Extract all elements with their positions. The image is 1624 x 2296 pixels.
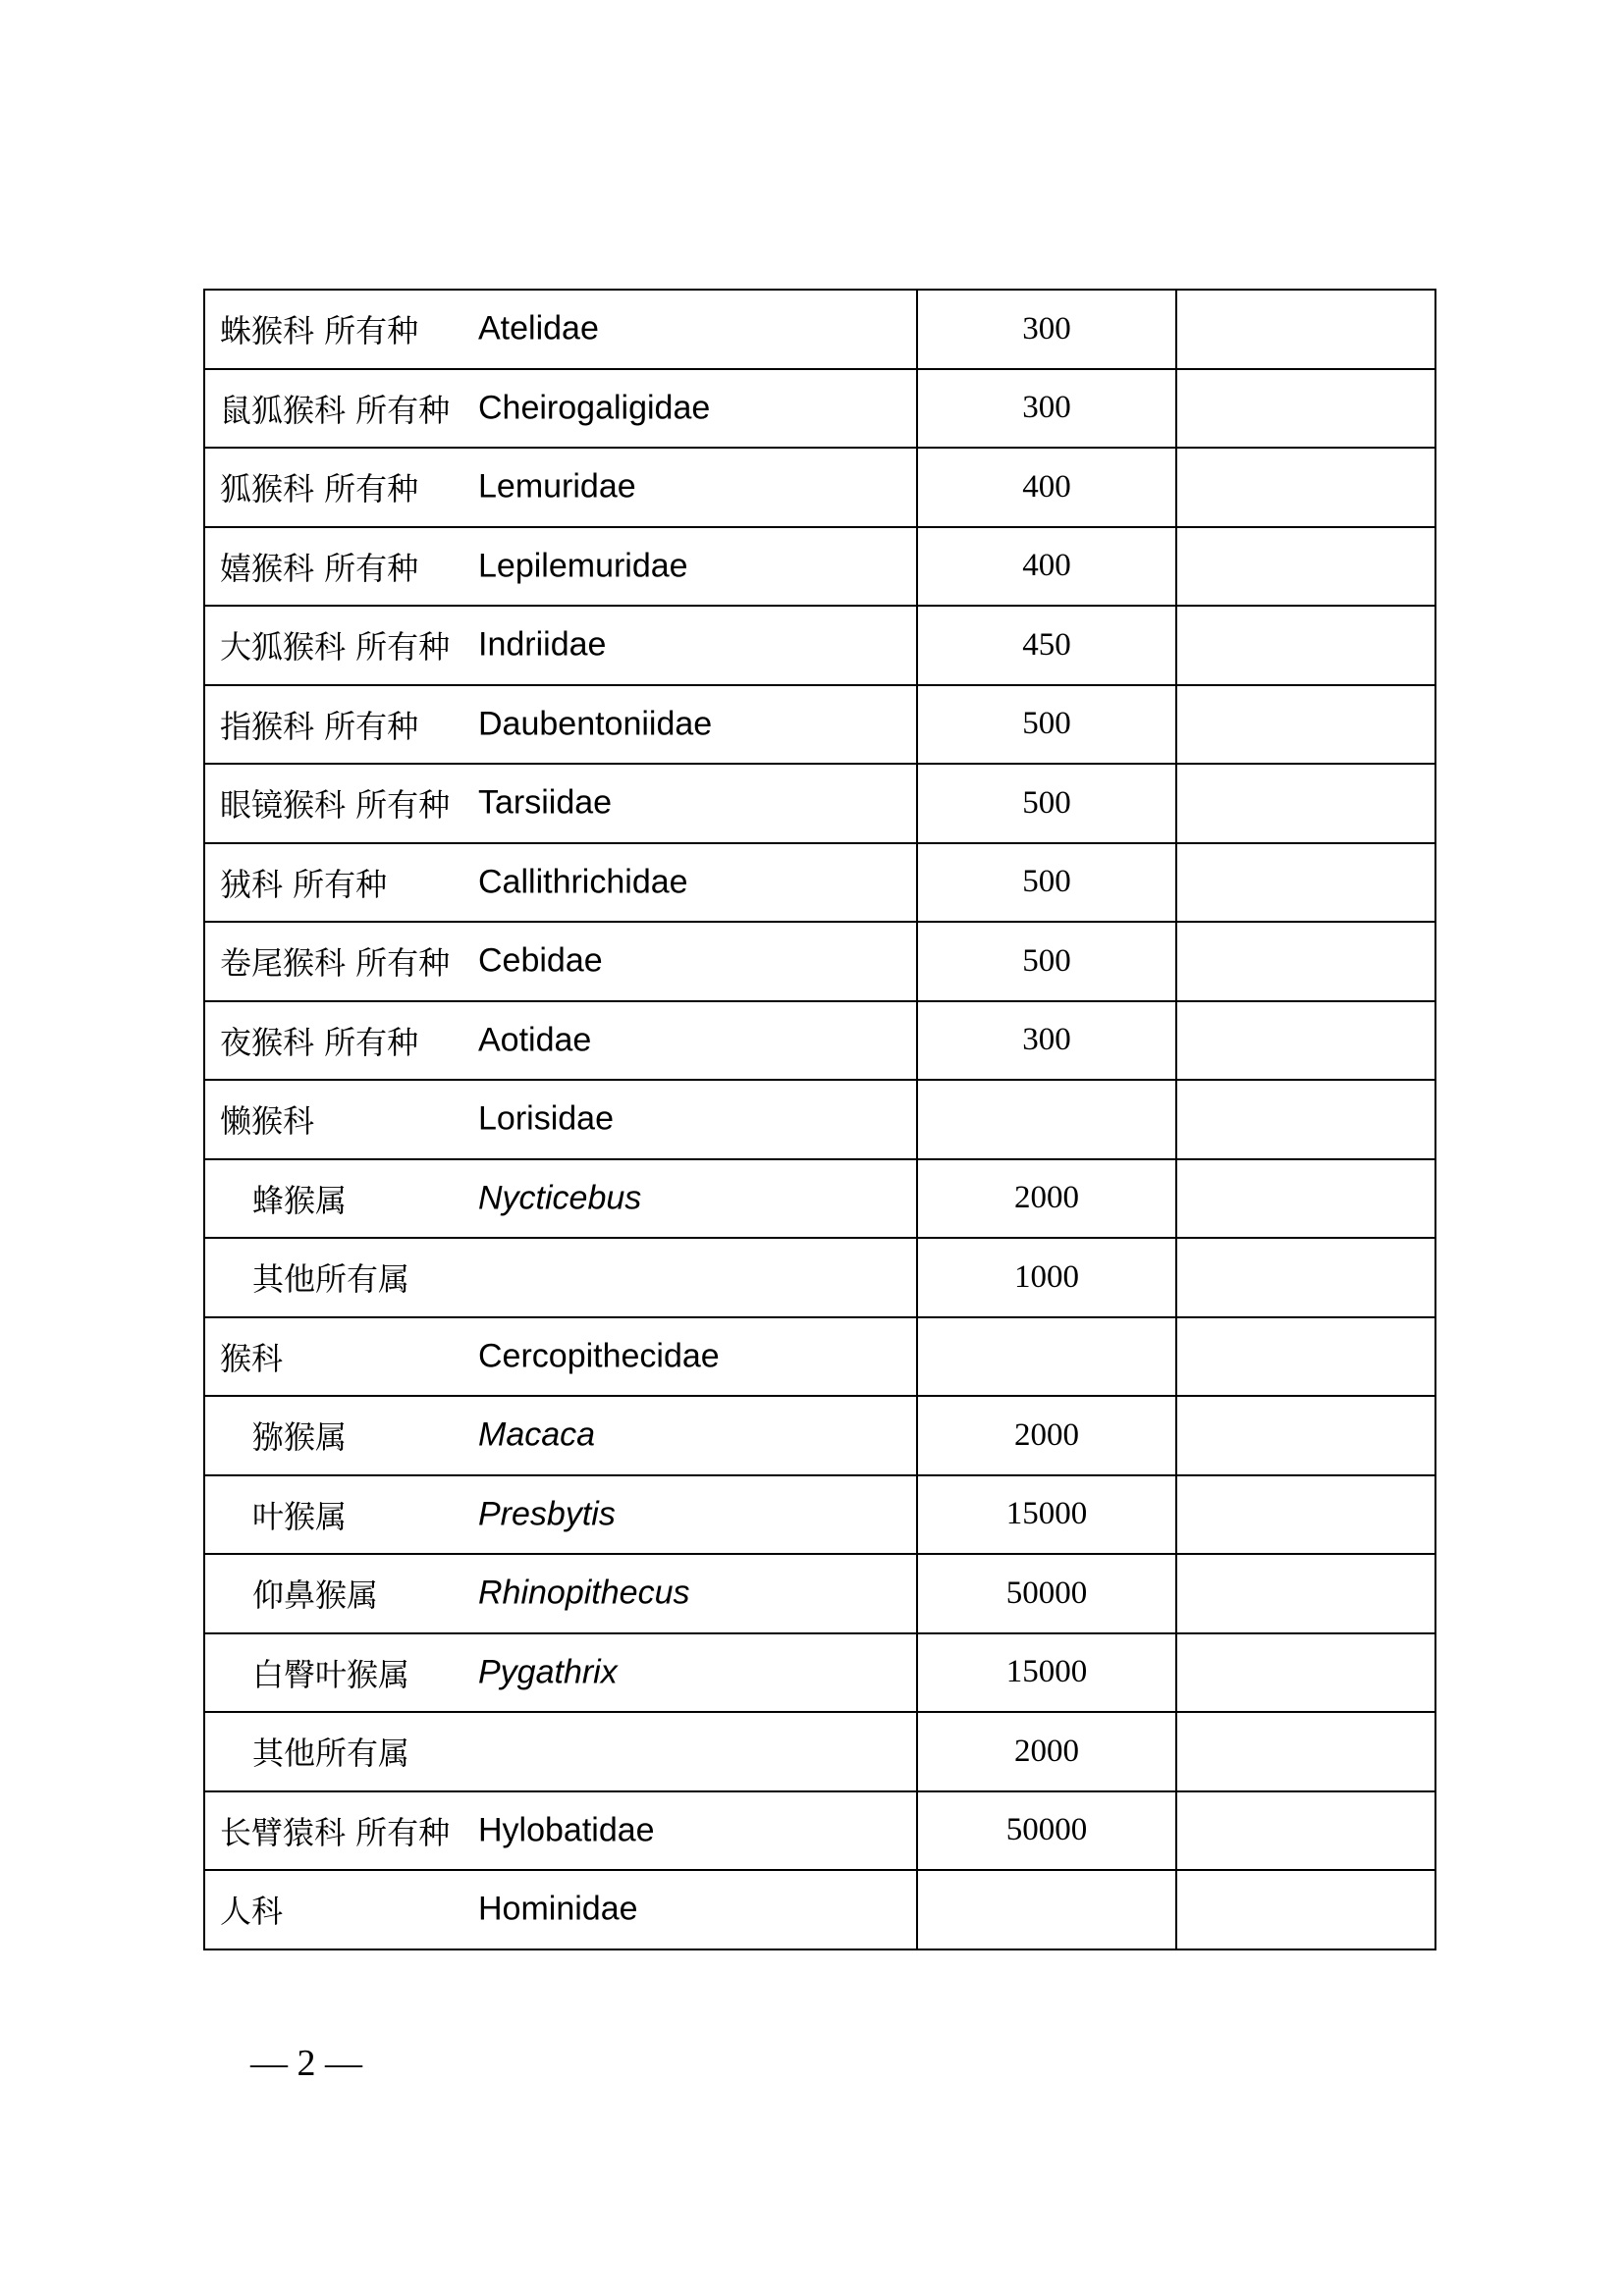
- latin-name: Tarsiidae: [478, 783, 613, 822]
- page-number: — 2 —: [250, 2043, 362, 2084]
- table-row: [204, 843, 1435, 923]
- value-cell: 2000: [917, 1396, 1176, 1475]
- value-cell: 500: [917, 843, 1176, 923]
- note-cell: [1176, 1080, 1435, 1159]
- note-cell: [1176, 290, 1435, 369]
- table-row: [204, 764, 1435, 843]
- latin-name: Cheirogaligidae: [478, 389, 711, 427]
- table-row: [204, 1712, 1435, 1791]
- taxon-cell: [204, 685, 917, 765]
- latin-name: Macaca: [478, 1415, 596, 1454]
- value-cell: [917, 1870, 1176, 1949]
- table-body: [204, 290, 1435, 1949]
- table-row: [204, 1080, 1435, 1159]
- latin-name: Cercopithecidae: [478, 1337, 720, 1375]
- table-row: [204, 1396, 1435, 1475]
- note-cell: [1176, 448, 1435, 527]
- taxon-cell-inner: [205, 1318, 916, 1396]
- taxon-cell-inner: [205, 528, 916, 606]
- taxon-cell: [204, 922, 917, 1001]
- latin-name: Nycticebus: [478, 1179, 642, 1217]
- note-cell: [1176, 685, 1435, 765]
- taxon-cell: [204, 1475, 917, 1555]
- table-row: [204, 1238, 1435, 1317]
- chinese-name: 猴科: [220, 1339, 284, 1377]
- value-cell: 1000: [917, 1238, 1176, 1317]
- latin-name: Atelidae: [478, 309, 599, 347]
- value-cell: [917, 1317, 1176, 1397]
- taxon-cell-inner: [205, 1634, 916, 1712]
- taxon-cell-inner: [205, 1792, 916, 1870]
- chinese-name: 蜂猴属: [252, 1181, 348, 1219]
- note-cell: [1176, 1791, 1435, 1871]
- taxon-cell-inner: [205, 686, 916, 764]
- value-cell: 50000: [917, 1791, 1176, 1871]
- taxon-cell-inner: [205, 1160, 916, 1238]
- note-cell: [1176, 1475, 1435, 1555]
- latin-name: Cebidae: [478, 941, 603, 980]
- table-row: [204, 1791, 1435, 1871]
- value-cell: 500: [917, 764, 1176, 843]
- chinese-name: 懒猴科: [220, 1102, 315, 1141]
- table-row: [204, 527, 1435, 607]
- taxon-cell: [204, 1554, 917, 1633]
- taxon-cell-inner: [205, 1002, 916, 1080]
- table-row: [204, 1001, 1435, 1081]
- chinese-name: 眼镜猴科 所有种: [220, 786, 451, 825]
- note-cell: [1176, 1159, 1435, 1239]
- chinese-name: 人科: [220, 1893, 284, 1931]
- value-cell: 450: [917, 606, 1176, 685]
- taxon-cell: [204, 843, 917, 923]
- note-cell: [1176, 1238, 1435, 1317]
- taxon-cell: [204, 1791, 917, 1871]
- taxon-cell: [204, 1870, 917, 1949]
- note-cell: [1176, 606, 1435, 685]
- taxon-cell: [204, 764, 917, 843]
- chinese-name: 大狐猴科 所有种: [220, 628, 451, 667]
- taxon-cell-inner: [205, 291, 916, 368]
- taxon-cell: [204, 1633, 917, 1713]
- value-cell: 50000: [917, 1554, 1176, 1633]
- value-cell: 400: [917, 448, 1176, 527]
- chinese-name: 长臂猿科 所有种: [220, 1813, 451, 1851]
- taxon-cell-inner: [205, 607, 916, 684]
- note-cell: [1176, 922, 1435, 1001]
- taxon-cell: [204, 290, 917, 369]
- chinese-name: 指猴科 所有种: [220, 707, 419, 745]
- taxon-cell-inner: [205, 1239, 916, 1316]
- latin-name: Indriidae: [478, 625, 607, 664]
- value-cell: 400: [917, 527, 1176, 607]
- table-row: [204, 922, 1435, 1001]
- taxon-cell-inner: [205, 449, 916, 526]
- note-cell: [1176, 1554, 1435, 1633]
- table-row: [204, 1554, 1435, 1633]
- taxon-cell: [204, 448, 917, 527]
- note-cell: [1176, 843, 1435, 923]
- table-row: [204, 1475, 1435, 1555]
- table-row: [204, 448, 1435, 527]
- table-row: [204, 1317, 1435, 1397]
- taxon-cell-inner: [205, 1871, 916, 1949]
- chinese-name: 卷尾猴科 所有种: [220, 944, 451, 983]
- note-cell: [1176, 1633, 1435, 1713]
- latin-name: Hominidae: [478, 1890, 638, 1928]
- table-row: [204, 685, 1435, 765]
- latin-name: Rhinopithecus: [478, 1574, 690, 1612]
- taxon-cell: [204, 527, 917, 607]
- taxon-cell: [204, 1080, 917, 1159]
- note-cell: [1176, 764, 1435, 843]
- latin-name: Hylobatidae: [478, 1811, 655, 1849]
- latin-name: Lepilemuridae: [478, 547, 688, 585]
- value-cell: 15000: [917, 1475, 1176, 1555]
- value-cell: 500: [917, 685, 1176, 765]
- value-cell: 300: [917, 369, 1176, 449]
- taxon-cell-inner: [205, 765, 916, 842]
- taxon-cell: [204, 1396, 917, 1475]
- value-cell: 500: [917, 922, 1176, 1001]
- latin-name: Pygathrix: [478, 1653, 618, 1691]
- note-cell: [1176, 1317, 1435, 1397]
- value-cell: [917, 1080, 1176, 1159]
- chinese-name: 嬉猴科 所有种: [220, 549, 419, 587]
- value-cell: 15000: [917, 1633, 1176, 1713]
- chinese-name: 蛛猴科 所有种: [220, 312, 419, 350]
- taxon-cell-inner: [205, 844, 916, 922]
- note-cell: [1176, 1396, 1435, 1475]
- chinese-name: 猕猴属: [252, 1418, 348, 1457]
- latin-name: Presbytis: [478, 1495, 616, 1533]
- chinese-name: 狐猴科 所有种: [220, 470, 419, 508]
- taxon-cell: [204, 1712, 917, 1791]
- chinese-name: 鼠狐猴科 所有种: [220, 391, 451, 429]
- table-row: [204, 1159, 1435, 1239]
- table-row: [204, 1633, 1435, 1713]
- chinese-name: 白臀叶猴属: [252, 1655, 410, 1693]
- chinese-name: 叶猴属: [252, 1497, 348, 1535]
- taxon-cell: [204, 606, 917, 685]
- note-cell: [1176, 1712, 1435, 1791]
- chinese-name: 仰鼻猴属: [252, 1576, 379, 1615]
- taxon-cell-inner: [205, 1081, 916, 1158]
- table-row: [204, 369, 1435, 449]
- table-row: [204, 1870, 1435, 1949]
- taxon-cell-inner: [205, 370, 916, 448]
- taxon-cell: [204, 1001, 917, 1081]
- table-row: [204, 290, 1435, 369]
- latin-name: Lemuridae: [478, 467, 636, 506]
- latin-name: Callithrichidae: [478, 863, 688, 901]
- note-cell: [1176, 1001, 1435, 1081]
- taxon-cell-inner: [205, 923, 916, 1000]
- taxon-cell-inner: [205, 1555, 916, 1632]
- taxon-cell-inner: [205, 1713, 916, 1790]
- chinese-name: 其他所有属: [252, 1260, 410, 1299]
- value-cell: 2000: [917, 1159, 1176, 1239]
- taxon-cell: [204, 1238, 917, 1317]
- note-cell: [1176, 527, 1435, 607]
- latin-name: Aotidae: [478, 1021, 592, 1059]
- primate-value-table: [203, 289, 1436, 1950]
- value-cell: 300: [917, 290, 1176, 369]
- table-row: [204, 606, 1435, 685]
- latin-name: Lorisidae: [478, 1099, 614, 1138]
- chinese-name: 夜猴科 所有种: [220, 1023, 419, 1061]
- chinese-name: 狨科 所有种: [220, 865, 388, 903]
- chinese-name: 其他所有属: [252, 1735, 410, 1773]
- note-cell: [1176, 1870, 1435, 1949]
- taxon-cell: [204, 369, 917, 449]
- value-cell: 300: [917, 1001, 1176, 1081]
- taxon-cell-inner: [205, 1476, 916, 1554]
- latin-name: Daubentoniidae: [478, 705, 713, 743]
- taxon-cell: [204, 1159, 917, 1239]
- value-cell: 2000: [917, 1712, 1176, 1791]
- taxon-cell: [204, 1317, 917, 1397]
- taxon-cell-inner: [205, 1397, 916, 1474]
- note-cell: [1176, 369, 1435, 449]
